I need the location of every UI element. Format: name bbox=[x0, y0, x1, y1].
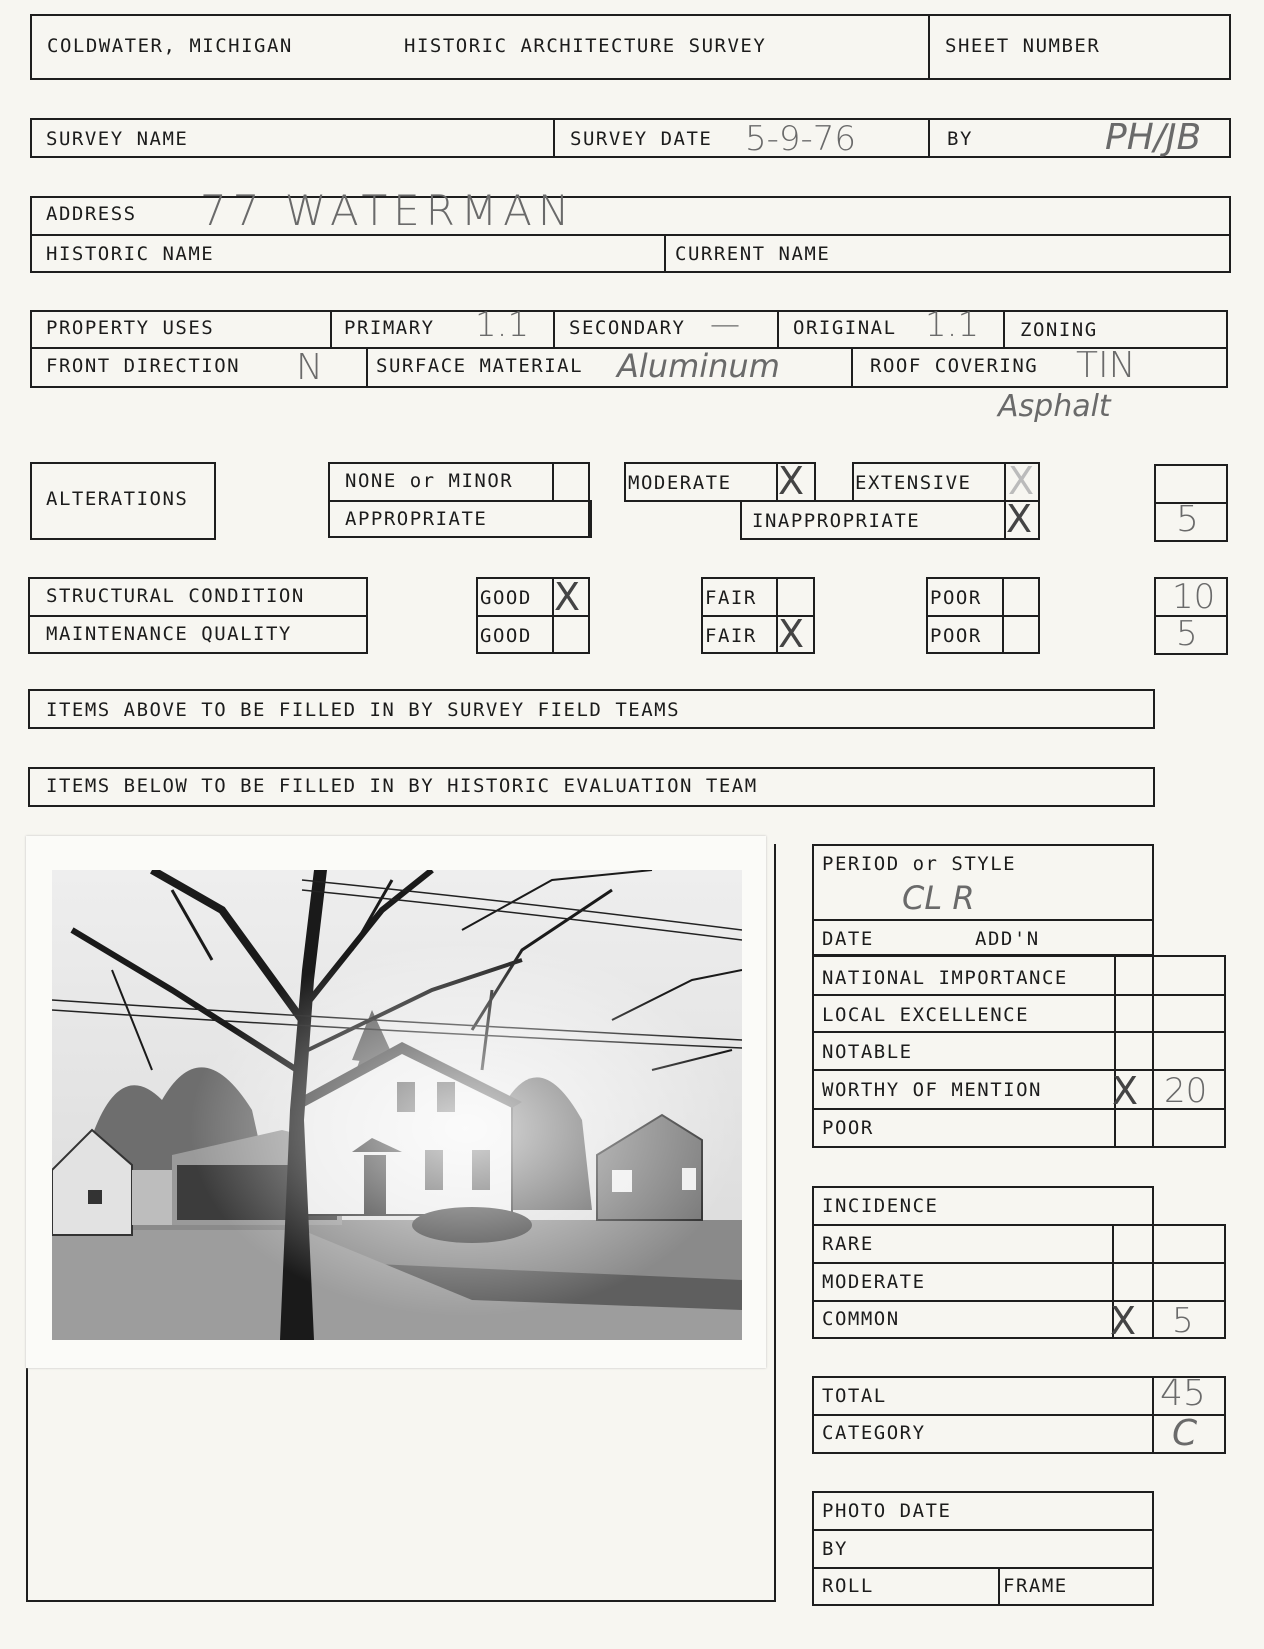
extensive-check-mark: X bbox=[1008, 459, 1035, 503]
common-check-mark: X bbox=[1110, 1299, 1137, 1343]
total-label: TOTAL bbox=[822, 1385, 887, 1407]
roll-label: ROLL bbox=[822, 1575, 874, 1597]
period-line bbox=[812, 919, 1154, 921]
survey-date-value: 5-9-76 bbox=[745, 119, 857, 159]
poor-label: POOR bbox=[822, 1117, 874, 1139]
frame-label: FRAME bbox=[1003, 1575, 1068, 1597]
structural-score: 10 bbox=[1172, 577, 1216, 617]
survey-name-label: SURVEY NAME bbox=[46, 128, 189, 150]
survey-date-label: SURVEY DATE bbox=[570, 128, 713, 150]
surface-material-label: SURFACE MATERIAL bbox=[376, 355, 584, 377]
left-area-right-border bbox=[774, 844, 776, 1601]
property-div-6 bbox=[851, 347, 853, 388]
common-label: COMMON bbox=[822, 1308, 900, 1330]
maintenance-label: MAINTENANCE QUALITY bbox=[46, 623, 292, 645]
front-direction-value: N bbox=[296, 347, 323, 388]
importance-check-div bbox=[1114, 955, 1116, 1148]
importance-line-2 bbox=[812, 1031, 1226, 1033]
front-direction-label: FRONT DIRECTION bbox=[46, 355, 241, 377]
addn-label: ADD'N bbox=[975, 928, 1040, 950]
poor-label-2: POOR bbox=[930, 625, 982, 647]
surface-material-value: Aluminum bbox=[617, 347, 780, 385]
primary-label: PRIMARY bbox=[344, 317, 435, 339]
date-label: DATE bbox=[822, 928, 874, 950]
survey-by-value: PH/JB bbox=[1105, 117, 1202, 158]
roof-covering-label: ROOF COVERING bbox=[870, 355, 1039, 377]
property-div-4 bbox=[1003, 310, 1005, 348]
left-area-bottom-border bbox=[26, 1600, 776, 1602]
property-div-1 bbox=[330, 310, 332, 348]
historic-name-label: HISTORIC NAME bbox=[46, 243, 215, 265]
appropriate-label: APPROPRIATE bbox=[345, 508, 488, 530]
worthy-score: 20 bbox=[1164, 1071, 1208, 1111]
roof-covering-note: Asphalt bbox=[998, 389, 1111, 424]
photo-info-line-2 bbox=[812, 1567, 1154, 1569]
worthy-label: WORTHY OF MENTION bbox=[822, 1079, 1042, 1101]
category-label: CATEGORY bbox=[822, 1422, 926, 1444]
incidence-label: INCIDENCE bbox=[822, 1195, 939, 1217]
field-teams-note: ITEMS ABOVE TO BE FILLED IN BY SURVEY FIELD TEAMS bbox=[46, 699, 681, 721]
incidence-score-div bbox=[1152, 1224, 1154, 1339]
incidence-moderate-label: MODERATE bbox=[822, 1271, 926, 1293]
survey-by-label: BY bbox=[947, 128, 973, 150]
photo-info-line-1 bbox=[812, 1529, 1154, 1531]
inappropriate-label: INAPPROPRIATE bbox=[752, 510, 921, 532]
none-minor-label: NONE or MINOR bbox=[345, 470, 514, 492]
period-value: CL R bbox=[902, 879, 975, 917]
rare-label: RARE bbox=[822, 1233, 874, 1255]
extensive-check-div bbox=[1004, 462, 1006, 502]
primary-value: 1.1 bbox=[475, 305, 530, 345]
property-div-5 bbox=[366, 347, 368, 388]
poor-label-1: POOR bbox=[930, 587, 982, 609]
photo-date-label: PHOTO DATE bbox=[822, 1500, 952, 1522]
period-label: PERIOD or STYLE bbox=[822, 853, 1017, 875]
worthy-check-mark: X bbox=[1112, 1069, 1139, 1113]
structural-label: STRUCTURAL CONDITION bbox=[46, 585, 305, 607]
fair-label-1: FAIR bbox=[705, 587, 757, 609]
roof-covering-value: TIN bbox=[1076, 345, 1136, 386]
house-photo-icon bbox=[52, 870, 742, 1340]
total-value: 45 bbox=[1160, 1373, 1206, 1414]
importance-score-div bbox=[1152, 955, 1154, 1148]
original-label: ORIGINAL bbox=[793, 317, 897, 339]
national-label: NATIONAL IMPORTANCE bbox=[822, 967, 1068, 989]
photo-info-div bbox=[998, 1567, 1000, 1606]
maintenance-fair-check: X bbox=[778, 612, 805, 656]
moderate-check-mark: X bbox=[778, 459, 805, 503]
current-name-label: CURRENT NAME bbox=[675, 243, 831, 265]
incidence-line-1 bbox=[812, 1262, 1226, 1264]
totals-line bbox=[812, 1414, 1226, 1416]
evaluation-team-note: ITEMS BELOW TO BE FILLED IN BY HISTORIC EVALUATION TEAM bbox=[46, 775, 758, 797]
none-minor-line bbox=[328, 500, 590, 502]
importance-line-1 bbox=[812, 994, 1226, 996]
notable-label: NOTABLE bbox=[822, 1041, 913, 1063]
structural-good-check: X bbox=[554, 575, 581, 619]
header-city: COLDWATER, MICHIGAN bbox=[47, 35, 293, 57]
survey-divider-1 bbox=[553, 118, 555, 158]
condition-label-line bbox=[28, 615, 368, 617]
none-minor-check-div bbox=[552, 462, 554, 500]
property-div-2 bbox=[553, 310, 555, 348]
common-score: 5 bbox=[1172, 1301, 1194, 1341]
header-title: HISTORIC ARCHITECTURE SURVEY bbox=[404, 35, 767, 57]
header-divider bbox=[928, 14, 930, 80]
property-div-3 bbox=[777, 310, 779, 348]
category-value: C bbox=[1172, 1413, 1198, 1454]
secondary-label: SECONDARY bbox=[569, 317, 686, 339]
photo-by-label: BY bbox=[822, 1538, 848, 1560]
alterations-label: ALTERATIONS bbox=[46, 488, 189, 510]
extensive-label: EXTENSIVE bbox=[855, 472, 972, 494]
good-label-2: GOOD bbox=[480, 625, 532, 647]
good-label-1: GOOD bbox=[480, 587, 532, 609]
address-value: 77 WATERMAN bbox=[200, 186, 576, 235]
inappropriate-check-mark: X bbox=[1006, 497, 1033, 541]
moderate-label: MODERATE bbox=[628, 472, 732, 494]
survey-divider-2 bbox=[928, 118, 930, 158]
secondary-value: — bbox=[710, 307, 740, 342]
sheet-number-label: SHEET NUMBER bbox=[945, 35, 1101, 57]
local-label: LOCAL EXCELLENCE bbox=[822, 1004, 1030, 1026]
address-label: ADDRESS bbox=[46, 203, 137, 225]
alterations-score: 5 bbox=[1176, 499, 1199, 540]
zoning-label: ZONING bbox=[1020, 319, 1098, 341]
appropriate-check-div bbox=[590, 500, 592, 538]
property-uses-label: PROPERTY USES bbox=[46, 317, 215, 339]
poor-check-div bbox=[1002, 577, 1004, 654]
original-value: 1.1 bbox=[925, 305, 980, 345]
poor-line bbox=[926, 615, 1040, 617]
fair-label-2: FAIR bbox=[705, 625, 757, 647]
incidence-line-2 bbox=[812, 1300, 1226, 1302]
address-divider bbox=[664, 234, 666, 273]
maintenance-score: 5 bbox=[1176, 614, 1198, 654]
